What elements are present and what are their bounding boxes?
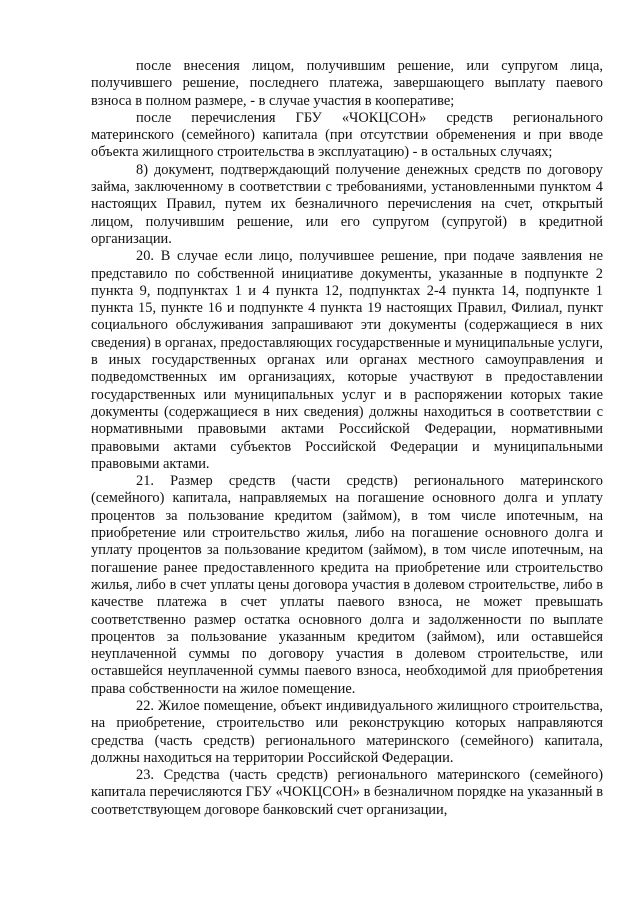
paragraph-23: 23. Средства (часть средств) регионального материнского (семейного) капитала перечисляются ГБУ «ЧОКЦСОН» в безналичном порядке на указанный в соответствующем договоре банковский счет организации, (91, 767, 603, 818)
paragraph-transfer-other-cases: после перечисления ГБУ «ЧОКЦСОН» средств регионального материнского (семейного) капитала (при отсутствии обременения и при вводе объекта жилищного строительства в эксплуатацию) - в остальных случаях; (91, 109, 603, 161)
paragraph-item-8: 8) документ, подтверждающий получение денежных средств по договору займа, заключенному в соответствии с требованиями, установленными пунктом 4 настоящих Правил, путем их безналичного перечисления на счет, открытый лицом, получившим решение, или его супругом (супругой) в кредитной организации. (91, 161, 603, 247)
paragraph-20: 20. В случае если лицо, получившее решение, при подаче заявления не представило по собственной инициативе документы, указанные в подпункте 2 пункта 9, подпунктах 1 и 4 пункта 12, подпунктах 2-4 пункта 14, подпункте 1 пункта 15, пункте 16 и подпункте 4 пункта 19 настоящих Правил, Филиал, пункт социального обслуживания запрашивают эти документы (содержащиеся в них сведения) в органах, предоставляющих государственные и муниципальные услуги, в иных государственных органах или органах местного самоуправления и подведомственных им организациях, которые участвуют в предоставлении государственных или муниципальных услуг и в распоряжении которых такие документы (содержащиеся в них сведения) должны находиться в соответствии с нормативными правовыми актами Российской Федерации, нормативными правовыми актами субъектов Российской Федерации и муниципальными правовыми актами. (91, 248, 603, 472)
paragraph-22: 22. Жилое помещение, объект индивидуального жилищного строительства, на приобретение, строительство или реконструкцию которых направляются средства (часть средств) регионального материнского (семейного) капитала, должны находиться на территории Российской Федерации. (91, 697, 603, 766)
paragraph-cooperative-payment: после внесения лицом, получившим решение, или супругом лица, получившего решение, последнего платежа, завершающего выплату паевого взноса в полном размере, - в случае участия в кооперативе; (91, 58, 603, 109)
paragraph-21: 21. Размер средств (части средств) регионального материнского (семейного) капитала, направляемых на погашение основного долга и уплату процентов за пользование кредитом (займом), в том числе ипотечным, на приобретение или строительство жилья, либо на погашение основного долга и уплату процентов за пользование кредитом (займом), в том числе ипотечным, на погашение ранее предоставленного кредита на приобретение или строительство жилья, либо в счет уплаты цены договора участия в долевом строительстве, либо в качестве платежа в счет уплаты паевого взноса, не может превышать соответственно размер остатка основного долга и задолженности по выплате процентов за пользование указанным кредитом (займом), или оставшейся неуплаченной суммы по договору участия в долевом строительстве, или оставшейся неуплаченной суммы паевого взноса, необходимой для приобретения права собственности на жилое помещение. (91, 473, 603, 697)
document-page (91, 58, 603, 819)
